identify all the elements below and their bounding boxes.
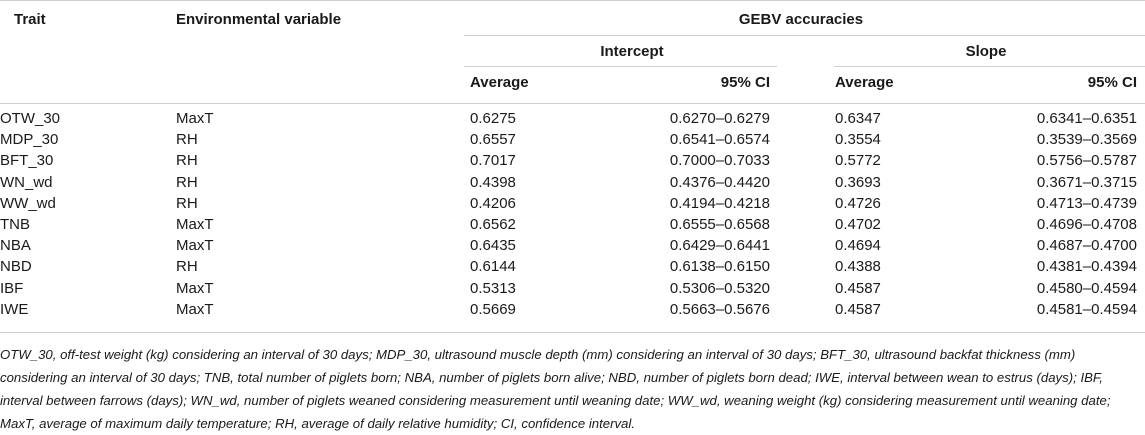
cell-slope-average: 0.4587 bbox=[835, 300, 881, 318]
cell-intercept-ci: 0.4194–0.4218 bbox=[669, 194, 770, 212]
cell-environmental-variable: RH bbox=[176, 152, 198, 170]
cell-slope-ci: 0.5756–0.5787 bbox=[1036, 152, 1137, 170]
cell-slope-average: 0.4702 bbox=[835, 216, 881, 233]
cell-environmental-variable: RH bbox=[176, 258, 198, 276]
cell-intercept-average: 0.5669 bbox=[470, 300, 516, 318]
cell-slope-ci: 0.4581–0.4594 bbox=[1036, 300, 1137, 318]
cell-intercept-average: 0.4398 bbox=[470, 173, 516, 191]
cell-intercept-ci: 0.6429–0.6441 bbox=[669, 237, 770, 255]
cell-environmental-variable: RH bbox=[176, 173, 198, 191]
cell-slope-average: 0.4587 bbox=[835, 279, 881, 297]
cell-trait: WW_wd bbox=[0, 194, 56, 212]
cell-slope-average: 0.5772 bbox=[835, 152, 881, 170]
cell-trait: WN_wd bbox=[0, 173, 53, 191]
cell-intercept-ci: 0.6270–0.6279 bbox=[669, 110, 770, 127]
cell-trait: IWE bbox=[0, 300, 29, 318]
cell-intercept-average: 0.6275 bbox=[470, 110, 516, 127]
cell-trait: NBA bbox=[0, 237, 31, 255]
slope-underline bbox=[834, 66, 1145, 67]
header-intercept: Intercept bbox=[600, 43, 664, 60]
cell-environmental-variable: MaxT bbox=[176, 300, 214, 318]
cell-intercept-ci: 0.6541–0.6574 bbox=[669, 131, 770, 149]
cell-intercept-average: 0.6562 bbox=[470, 216, 516, 233]
cell-environmental-variable: MaxT bbox=[176, 110, 214, 127]
header-intercept-average: Average bbox=[470, 74, 529, 91]
cell-intercept-average: 0.6557 bbox=[470, 131, 516, 149]
cell-intercept-average: 0.6435 bbox=[470, 237, 516, 255]
cell-trait: OTW_30 bbox=[0, 110, 61, 127]
table-footnote: OTW_30, off-test weight (kg) considering an interval of 30 days; MDP_30, ultrasound muscle depth (mm) considering an interval of 30 days; BFT_30, ultrasound backfat thickness (mm) considering an interval of 30 days; TNB, total number of piglets born; NBA, number of piglets born alive; NBD, number of piglets born dead; IWE, interval between wean to estrus (days); IBF, interval between farrows (days); WN_wd, number of piglets weaned considering measurement until weaning date; WW_wd, weaning weight (kg) considering measurement until weaning date; MaxT, average of maximum daily temperature; RH, average of daily relative humidity; CI, confidence interval. bbox=[0, 347, 1111, 431]
header-slope-average: Average bbox=[835, 74, 894, 91]
cell-slope-average: 0.4694 bbox=[835, 237, 881, 255]
cell-intercept-ci: 0.6138–0.6150 bbox=[669, 258, 770, 276]
cell-slope-average: 0.4388 bbox=[835, 258, 881, 276]
cell-intercept-ci: 0.7000–0.7033 bbox=[669, 152, 770, 170]
intercept-underline bbox=[464, 66, 777, 67]
gebv-underline bbox=[464, 35, 1145, 36]
cell-trait: MDP_30 bbox=[0, 131, 59, 149]
cell-trait: BFT_30 bbox=[0, 152, 54, 170]
cell-intercept-ci: 0.5306–0.5320 bbox=[669, 279, 770, 297]
header-bottom-rule bbox=[0, 103, 1145, 104]
table-bottom-rule bbox=[0, 332, 1145, 333]
cell-environmental-variable: RH bbox=[176, 131, 198, 149]
cell-slope-ci: 0.4580–0.4594 bbox=[1036, 279, 1137, 297]
cell-environmental-variable: MaxT bbox=[176, 279, 214, 297]
header-environmental-variable: Environmental variable bbox=[176, 11, 342, 28]
cell-intercept-average: 0.4206 bbox=[470, 194, 516, 212]
cell-intercept-average: 0.6144 bbox=[470, 258, 516, 276]
cell-slope-ci: 0.3671–0.3715 bbox=[1036, 173, 1137, 191]
cell-slope-ci: 0.4713–0.4739 bbox=[1036, 194, 1137, 212]
cell-slope-ci: 0.3539–0.3569 bbox=[1036, 131, 1137, 149]
cell-environmental-variable: MaxT bbox=[176, 216, 214, 233]
header-trait: Trait bbox=[14, 11, 46, 28]
cell-slope-average: 0.6347 bbox=[835, 110, 881, 127]
cell-slope-ci: 0.4696–0.4708 bbox=[1036, 216, 1137, 233]
cell-environmental-variable: MaxT bbox=[176, 237, 214, 255]
cell-trait: IBF bbox=[0, 279, 24, 297]
header-slope: Slope bbox=[965, 43, 1007, 60]
header-intercept-ci: 95% CI bbox=[720, 74, 770, 91]
cell-slope-ci: 0.6341–0.6351 bbox=[1036, 110, 1137, 127]
cell-intercept-average: 0.5313 bbox=[470, 279, 516, 297]
cell-slope-ci: 0.4687–0.4700 bbox=[1036, 237, 1137, 255]
table-top-rule bbox=[0, 0, 1145, 1]
cell-intercept-ci: 0.6555–0.6568 bbox=[669, 216, 770, 233]
cell-intercept-average: 0.7017 bbox=[470, 152, 516, 170]
cell-slope-average: 0.3554 bbox=[835, 131, 881, 149]
cell-slope-average: 0.4726 bbox=[835, 194, 881, 212]
cell-trait: NBD bbox=[0, 258, 32, 276]
cell-intercept-ci: 0.5663–0.5676 bbox=[669, 300, 770, 318]
cell-trait: TNB bbox=[0, 216, 30, 233]
cell-slope-ci: 0.4381–0.4394 bbox=[1036, 258, 1137, 276]
cell-intercept-ci: 0.4376–0.4420 bbox=[669, 173, 770, 191]
cell-slope-average: 0.3693 bbox=[835, 173, 881, 191]
header-slope-ci: 95% CI bbox=[1087, 74, 1137, 91]
header-gebv-accuracies: GEBV accuracies bbox=[738, 11, 864, 28]
cell-environmental-variable: RH bbox=[176, 194, 198, 212]
